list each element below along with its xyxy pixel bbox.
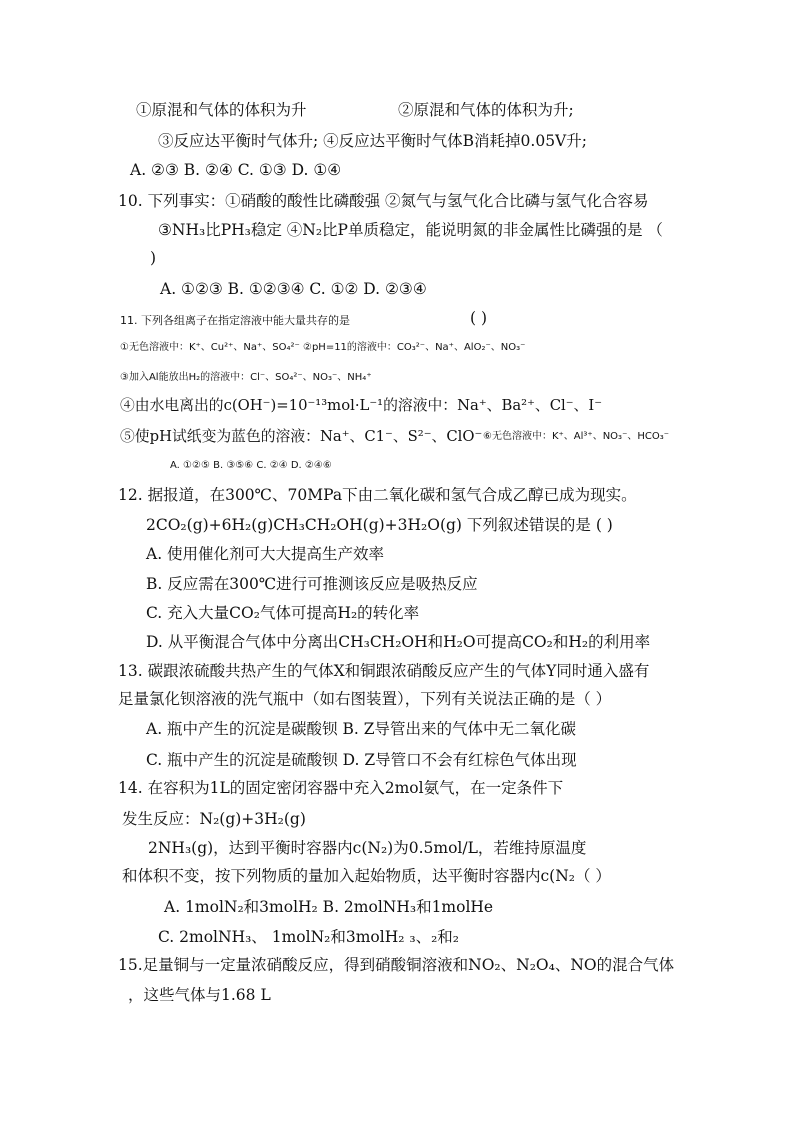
line-q13-stem: 13. 碳跟浓硫酸共热产生的气体X和铜跟浓硝酸反应产生的气体Y同时通入盛有 bbox=[118, 662, 650, 680]
line-q10-paren: ) bbox=[150, 249, 157, 267]
line-q12-option-a: A. 使用催化剂可大大提高生产效率 bbox=[146, 545, 385, 563]
line-q11-item-6: ⑥无色溶液中：K⁺、Al³⁺、NO₃⁻、HCO₃⁻ bbox=[483, 431, 670, 442]
line-q12-stem: 12. 据报道，在300℃、70MPa下由二氧化碳和氢气合成乙醇已成为现实。 bbox=[118, 486, 637, 504]
line-q15-stem: 15.足量铜与一定量浓硝酸反应，得到硝酸铜溶液和NO₂、N₂O₄、NO的混合气体 bbox=[118, 956, 675, 974]
line-q14-options-ab: A. 1molN₂和3molH₂ B. 2molNH₃和1molHe bbox=[164, 898, 494, 916]
line-q11-stem: 11. 下列各组离子在指定溶液中能大量共存的是 bbox=[120, 314, 350, 327]
line-q12-equation: 2CO₂(g)+6H₂(g)CH₃CH₂OH(g)+3H₂O(g) 下列叙述错误的是 ( ) bbox=[146, 516, 613, 534]
line-q12-option-b: B. 反应需在300℃进行可推测该反应是吸热反应 bbox=[146, 575, 478, 593]
line-q14-options-c: C. 2molNH₃、 1molN₂和3molH₂ ₃、₂和₂ bbox=[158, 928, 460, 946]
line-q13-options-ab: A. 瓶中产生的沉淀是碳酸钡 B. Z导管出来的气体中无二氧化碳 bbox=[146, 720, 576, 738]
line-q14-stem: 14. 在容积为1L的固定密闭容器中充入2mol氨气，在一定条件下 bbox=[118, 779, 564, 797]
line-q15-stem-2: ，这些气体与1.68 L bbox=[128, 986, 271, 1004]
line-q11-item-4: ④由水电离出的c(OH⁻)=10⁻¹³mol·L⁻¹的溶液中：Na⁺、Ba²⁺、Cl⁻、I⁻ bbox=[120, 397, 603, 414]
line-q14-reaction: 发生反应：N₂(g)+3H₂(g) bbox=[122, 810, 306, 828]
line-q11-paren: ( ) bbox=[470, 309, 488, 327]
line-q11-options: A. ①②⑤ B. ③⑤⑥ C. ②④ D. ②④⑥ bbox=[170, 460, 332, 471]
line-q10-stem-2: ③NH₃比PH₃稳定 ④N₂比P单质稳定，能说明氮的非金属性比磷强的是 （ bbox=[158, 221, 663, 239]
line-q9-options: A. ②③ B. ②④ C. ①③ D. ①④ bbox=[130, 161, 342, 179]
line-q10-stem: 10. 下列事实：①硝酸的酸性比磷酸强 ②氮气与氢气化合比磷与氢气化合容易 bbox=[118, 192, 649, 210]
line-q13-stem-2: 足量氯化钡溶液的洗气瓶中（如右图装置），下列有关说法正确的是（ ） bbox=[118, 690, 612, 708]
line-q9-item-1: ①原混和气体的体积为升 bbox=[136, 101, 307, 119]
line-q12-option-c: C. 充入大量CO₂气体可提高H₂的转化率 bbox=[146, 604, 420, 622]
line-q9-items-3-4: ③反应达平衡时气体升; ④反应达平衡时气体B消耗掉0.05V升; bbox=[158, 132, 587, 150]
line-q11-items-1-2: ①无色溶液中：K⁺、Cu²⁺、Na⁺、SO₄²⁻ ②pH=11的溶液中：CO₃²⁻、Na⁺、AlO₂⁻、NO₃⁻ bbox=[120, 342, 526, 353]
line-q12-option-d: D. 从平衡混合气体中分离出CH₃CH₂OH和H₂O可提高CO₂和H₂的利用率 bbox=[146, 633, 651, 651]
line-q14-question: 和体积不变，按下列物质的量加入起始物质，达平衡时容器内c(N₂（ ） bbox=[122, 867, 611, 885]
line-q11-item-5: ⑤使pH试纸变为蓝色的溶液：Na⁺、C1⁻、S²⁻、ClO⁻ bbox=[120, 428, 483, 445]
line-q14-condition: 2NH₃(g)，达到平衡时容器内c(N₂)为0.5mol/L，若维持原温度 bbox=[148, 839, 587, 857]
line-q13-options-cd: C. 瓶中产生的沉淀是硫酸钡 D. Z导管口不会有红棕色气体出现 bbox=[146, 751, 577, 769]
line-q11-item-3: ③加入Al能放出H₂的溶液中：Cl⁻、SO₄²⁻、NO₃⁻、NH₄⁺ bbox=[120, 372, 372, 383]
line-q9-item-2: ②原混和气体的体积为升; bbox=[398, 101, 574, 119]
line-q10-options: A. ①②③ B. ①②③④ C. ①② D. ②③④ bbox=[160, 280, 427, 298]
